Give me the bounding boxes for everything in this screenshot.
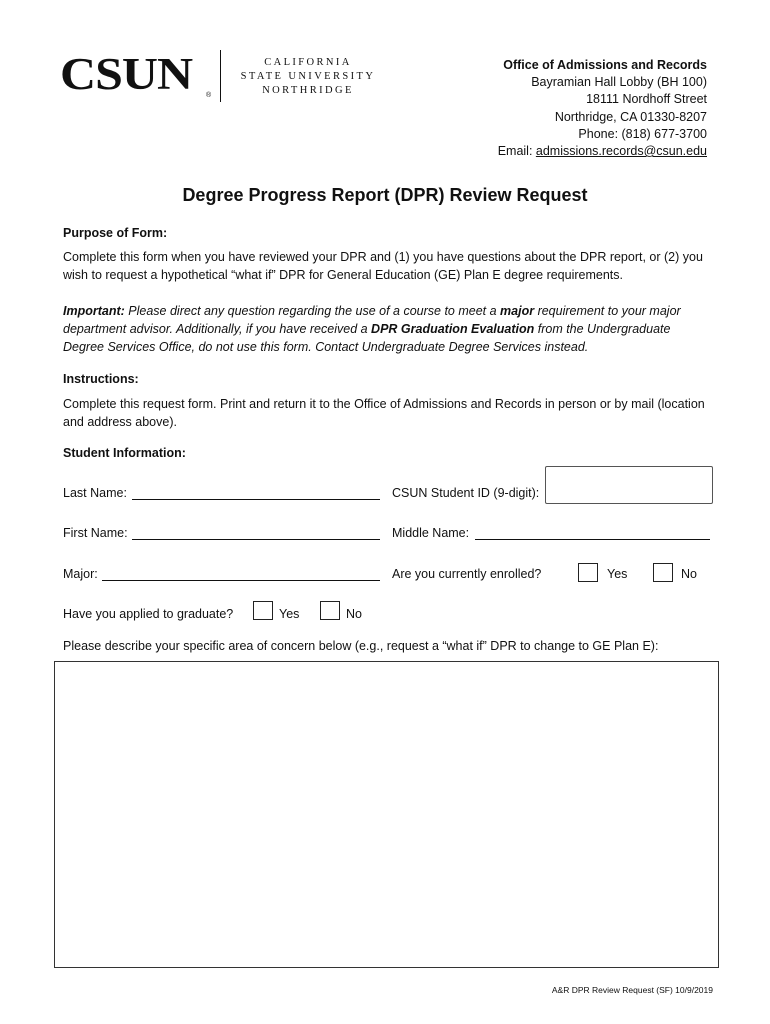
form-footer: A&R DPR Review Request (SF) 10/9/2019: [551, 985, 713, 995]
important-bold-evaluation: DPR Graduation Evaluation: [371, 322, 535, 336]
enrolled-yes-checkbox[interactable]: [578, 563, 598, 582]
email-link[interactable]: admissions.records@csun.edu: [535, 144, 707, 159]
email-prefix: Email:: [497, 144, 536, 159]
first-name-label: First Name:: [63, 526, 128, 540]
applied-label: Have you applied to graduate?: [63, 607, 234, 621]
important-note: [63, 302, 713, 356]
applied-no-checkbox[interactable]: [320, 601, 340, 620]
student-id-field[interactable]: [545, 466, 713, 504]
first-name-field[interactable]: [132, 539, 380, 540]
logo-subtitle-line-3: NORTHRIDGE: [262, 85, 354, 96]
applied-yes-checkbox[interactable]: [253, 601, 273, 620]
office-email-row: [498, 143, 707, 160]
page-title: Degree Progress Report (DPR) Review Request: [182, 185, 588, 205]
major-label: Major:: [63, 567, 98, 581]
student-id-label: CSUN Student ID (9-digit):: [392, 486, 540, 500]
enrolled-no-checkbox[interactable]: [653, 563, 673, 582]
instructions-text: Complete this request form. Print and return it to the Office of Admissions and Records in person or by mail (location and address above).: [63, 397, 705, 429]
office-title: Office of Admissions and Records: [503, 58, 707, 72]
csun-logo-wordmark: CSUN: [60, 47, 193, 100]
office-city: Northridge, CA 01330-8207: [554, 109, 707, 124]
concern-label: Please describe your specific area of concern below (e.g., request a “what if” DPR to change to GE Plan E):: [63, 639, 659, 653]
enrolled-no-label: No: [681, 567, 697, 581]
concern-textarea[interactable]: [54, 661, 719, 968]
last-name-field[interactable]: [132, 499, 380, 500]
applied-yes-label: Yes: [279, 607, 300, 621]
applied-no-label: No: [346, 607, 362, 621]
important-text-1: Please direct any question regarding the use of a course to meet a: [124, 304, 501, 318]
important-bold-major: major: [500, 304, 535, 318]
office-address: [498, 57, 707, 160]
office-street: 18111 Nordhoff Street: [586, 92, 707, 107]
student-info-heading: Student Information:: [63, 446, 186, 460]
major-field[interactable]: [102, 580, 380, 581]
enrolled-yes-label: Yes: [607, 567, 628, 581]
purpose-heading: Purpose of Form:: [63, 226, 168, 240]
logo-subtitle-line-1: CALIFORNIA: [264, 57, 352, 68]
middle-name-label: Middle Name:: [392, 526, 470, 540]
office-location: Bayramian Hall Lobby (BH 100): [531, 75, 707, 90]
purpose-text: Complete this form when you have reviewed your DPR and (1) you have questions about the DPR report, or (2) you wish to request a hypothetical “what if” DPR for General Education (GE) Plan E degree requirements.: [63, 250, 703, 282]
enrolled-label: Are you currently enrolled?: [392, 567, 542, 581]
office-phone: Phone: (818) 677-3700: [578, 126, 707, 141]
registered-mark: ®: [206, 92, 212, 99]
logo-subtitle-line-2: STATE UNIVERSITY: [240, 71, 376, 82]
instructions-heading: Instructions:: [63, 372, 139, 386]
middle-name-field[interactable]: [475, 539, 710, 540]
important-label: Important:: [63, 304, 125, 318]
logo-divider: [220, 50, 221, 102]
important-text-2: requirement to your major department advisor. Additionally, if you have received a: [63, 304, 681, 336]
last-name-label: Last Name:: [63, 486, 127, 500]
important-text-3: from the Undergraduate Degree Services Office, do not use this form. Contact Undergraduate Degree Services instead.: [63, 322, 671, 354]
logo-subtitle: [233, 56, 383, 98]
